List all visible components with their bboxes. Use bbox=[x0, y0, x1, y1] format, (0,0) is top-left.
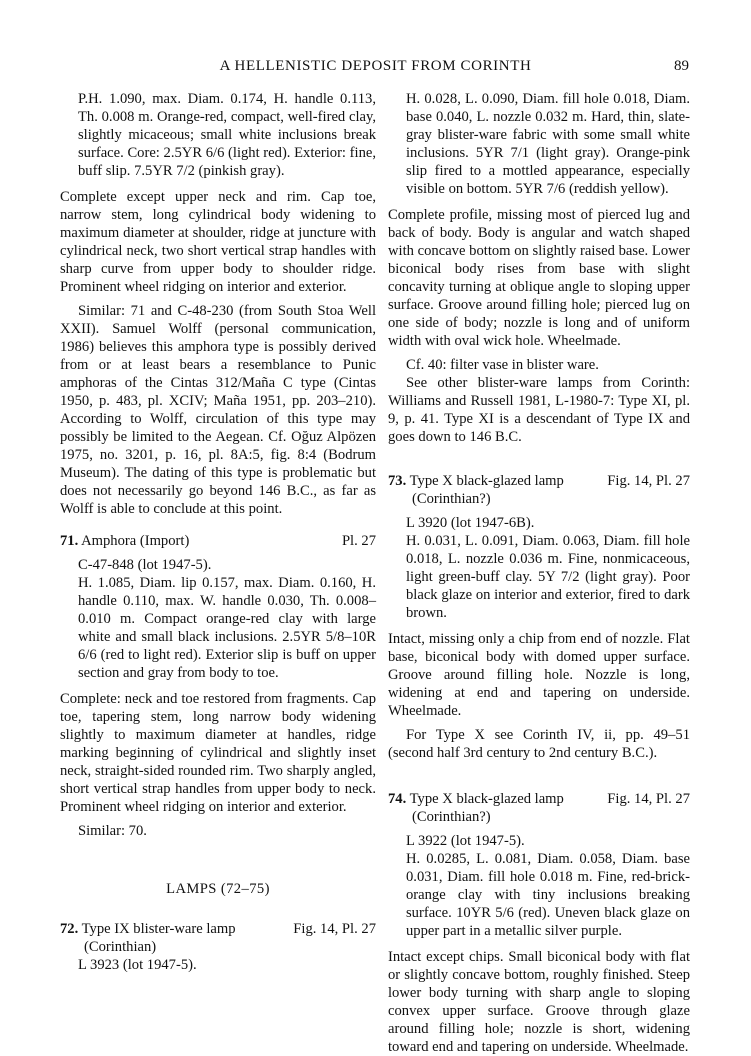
entry-74-heading bbox=[388, 790, 690, 826]
running-title: A HELLENISTIC DEPOSIT FROM CORINTH bbox=[219, 58, 532, 74]
entry-74-subtitle: (Corinthian?) bbox=[412, 809, 491, 825]
entry-74-body: Intact except chips. Small biconical body with flat or slightly concave bottom, roughly finished. Steep lower body turning with sharp angle to sloping convex upper surface. Groove through glaze around filling hole; nozzle is short, widening toward end and tapering on underside. Wheelmade. bbox=[388, 949, 690, 1055]
entry-72-heading bbox=[60, 920, 376, 956]
entry-73-number: 73. bbox=[388, 473, 407, 489]
entry-73-see-also: For Type X see Corinth IV, ii, pp. 49–51 (second half 3rd century to 2nd century B.C.). bbox=[388, 727, 690, 761]
entry-71-title: Amphora (Import) bbox=[81, 533, 190, 549]
entry-74-title: Type X black-glazed lamp bbox=[409, 791, 564, 807]
entry-72-comparanda: Cf. 40: filter vase in blister ware. bbox=[406, 357, 599, 373]
entry-73-description: H. 0.031, L. 0.091, Diam. 0.063, Diam. fill hole 0.018, L. nozzle 0.036 m. Fine, nonmicaceous, light green-buff clay. 5Y 7/2 (light gray). Poor black glaze on interior and exterior, fired to dark brown. bbox=[406, 533, 690, 621]
entry-73-subtitle: (Corinthian?) bbox=[412, 491, 491, 507]
right-column bbox=[388, 90, 690, 1056]
entry-71-body: Complete: neck and toe restored from fragments. Cap toe, tapering stem, long narrow body widening slightly to maximum diameter at handles, ridge marking beginning of cylindrical and slightly inset neck, straight-sided rounded rim. Two sharply angled, short vertical strap handles from upper body to neck. Prominent wheel ridging on interior and exterior. bbox=[60, 691, 376, 815]
entry-74-figure-ref: Fig. 14, Pl. 27 bbox=[607, 791, 690, 807]
entry-72-see-also: See other blister-ware lamps from Corinth: Williams and Russell 1981, L-1980-7: Type XI, pl. 9, p. 41. Type XI is a descendant of Type IX and goes down to 146 B.C. bbox=[388, 375, 690, 445]
entry-73-inventory: L 3920 (lot 1947-6B). bbox=[406, 515, 535, 531]
entry-71-plate-ref: Pl. 27 bbox=[341, 533, 376, 549]
entry-72-inventory: L 3923 (lot 1947-5). bbox=[78, 957, 197, 973]
entry-72-body: Complete profile, missing most of pierced lug and back of body. Body is angular and watch shaped with concave bottom on slightly raised base. Lower biconical body rises from base with slight concavity turning at oblique angle to sloping upper surface. Groove around filling hole; pierced lug on one side of body; nozzle is long and of uniform width with oval wick hole. Wheelmade. bbox=[388, 207, 690, 349]
entry-71-inventory: C-47-848 (lot 1947-5). bbox=[78, 557, 212, 573]
entry-70-description: P.H. 1.090, max. Diam. 0.174, H. handle 0.113, Th. 0.008 m. Orange-red, compact, well-fired clay, slightly micaceous; small white inclusions break surface. Core: 2.5YR 6/6 (light red). Exterior: fine, buff slip. 7.5YR 7/2 (pinkish gray). bbox=[78, 91, 376, 179]
running-head bbox=[0, 58, 751, 80]
entry-73-body: Intact, missing only a chip from end of nozzle. Flat base, biconical body with domed upper surface. Groove around filling hole. Nozzle is long, widening at end and tapering on underside. Wheelmade. bbox=[388, 631, 690, 719]
entry-71-heading bbox=[60, 532, 376, 550]
entry-72-number: 72. bbox=[60, 921, 79, 937]
entry-71-description: H. 1.085, Diam. lip 0.157, max. Diam. 0.160, H. handle 0.110, max. W. handle 0.030, Th. 0.008–0.010 m. Compact orange-red clay with large white and small black inclusions. 2.5YR 5/8–10R 6/6 (red to light red). Exterior slip is buff on upper section and gray from body to toe. bbox=[78, 575, 376, 681]
entry-72-figure-ref: Fig. 14, Pl. 27 bbox=[293, 921, 376, 937]
entry-74-inventory: L 3922 (lot 1947-5). bbox=[406, 833, 525, 849]
entry-74-description: H. 0.0285, L. 0.081, Diam. 0.058, Diam. base 0.031, Diam. fill hole 0.018 m. Fine, red-brick-orange clay with tiny inclusions breaking surface. 10YR 5/6 (red). Uneven black glaze on upper part in a metallic silver purple. bbox=[406, 851, 690, 939]
entry-73-heading bbox=[388, 472, 690, 508]
entry-72-title: Type IX blister-ware lamp bbox=[81, 921, 236, 937]
lamps-section-heading: LAMPS (72–75) bbox=[166, 881, 270, 897]
entry-73-title: Type X black-glazed lamp bbox=[409, 473, 564, 489]
left-column bbox=[60, 90, 376, 974]
entry-71-similar: Similar: 70. bbox=[78, 823, 147, 839]
entry-74-number: 74. bbox=[388, 791, 407, 807]
entry-72-subtitle: (Corinthian) bbox=[84, 939, 157, 955]
entry-71-number: 71. bbox=[60, 533, 79, 549]
entry-72-description: H. 0.028, L. 0.090, Diam. fill hole 0.018, Diam. base 0.040, L. nozzle 0.032 m. Hard, thin, slate-gray blister-ware fabric with some small white inclusions. 5YR 7/1 (light gray). Orange-pink slip fired to a mottled appearance, especially visible on bottom. 5YR 7/6 (reddish yellow). bbox=[406, 91, 690, 197]
entry-70-body: Complete except upper neck and rim. Cap toe, narrow stem, long cylindrical body widening to maximum diameter at shoulder, ridge at juncture with cylindrical neck, two short vertical strap handles with sharp curve from upper body to shoulder ridge. Prominent wheel ridging on interior and exterior. bbox=[60, 189, 376, 295]
entry-70-similar: Similar: 71 and C-48-230 (from South Stoa Well XXII). Samuel Wolff (personal communication, 1986) believes this amphora type is possibly derived from or at least bears a resemblance to Punic amphoras of the Cintas 312/Maña C type (Cintas 1950, p. 483, pl. XCIV; Maña 1951, pp. 203–210). According to Wolff, circulation of this type may possibly be limited to the Aegean. Cf. Oğuz Alpözen 1975, no. 3201, p. 16, pl. 8A:5, fig. 8:4 (Bodrum Museum). The dating of this type is problematic but does not necessarily go beyond 146 B.C., as far as Wolff is able to conclude at this point. bbox=[60, 303, 376, 517]
page-number: 89 bbox=[674, 58, 689, 74]
entry-73-figure-ref: Fig. 14, Pl. 27 bbox=[607, 473, 690, 489]
